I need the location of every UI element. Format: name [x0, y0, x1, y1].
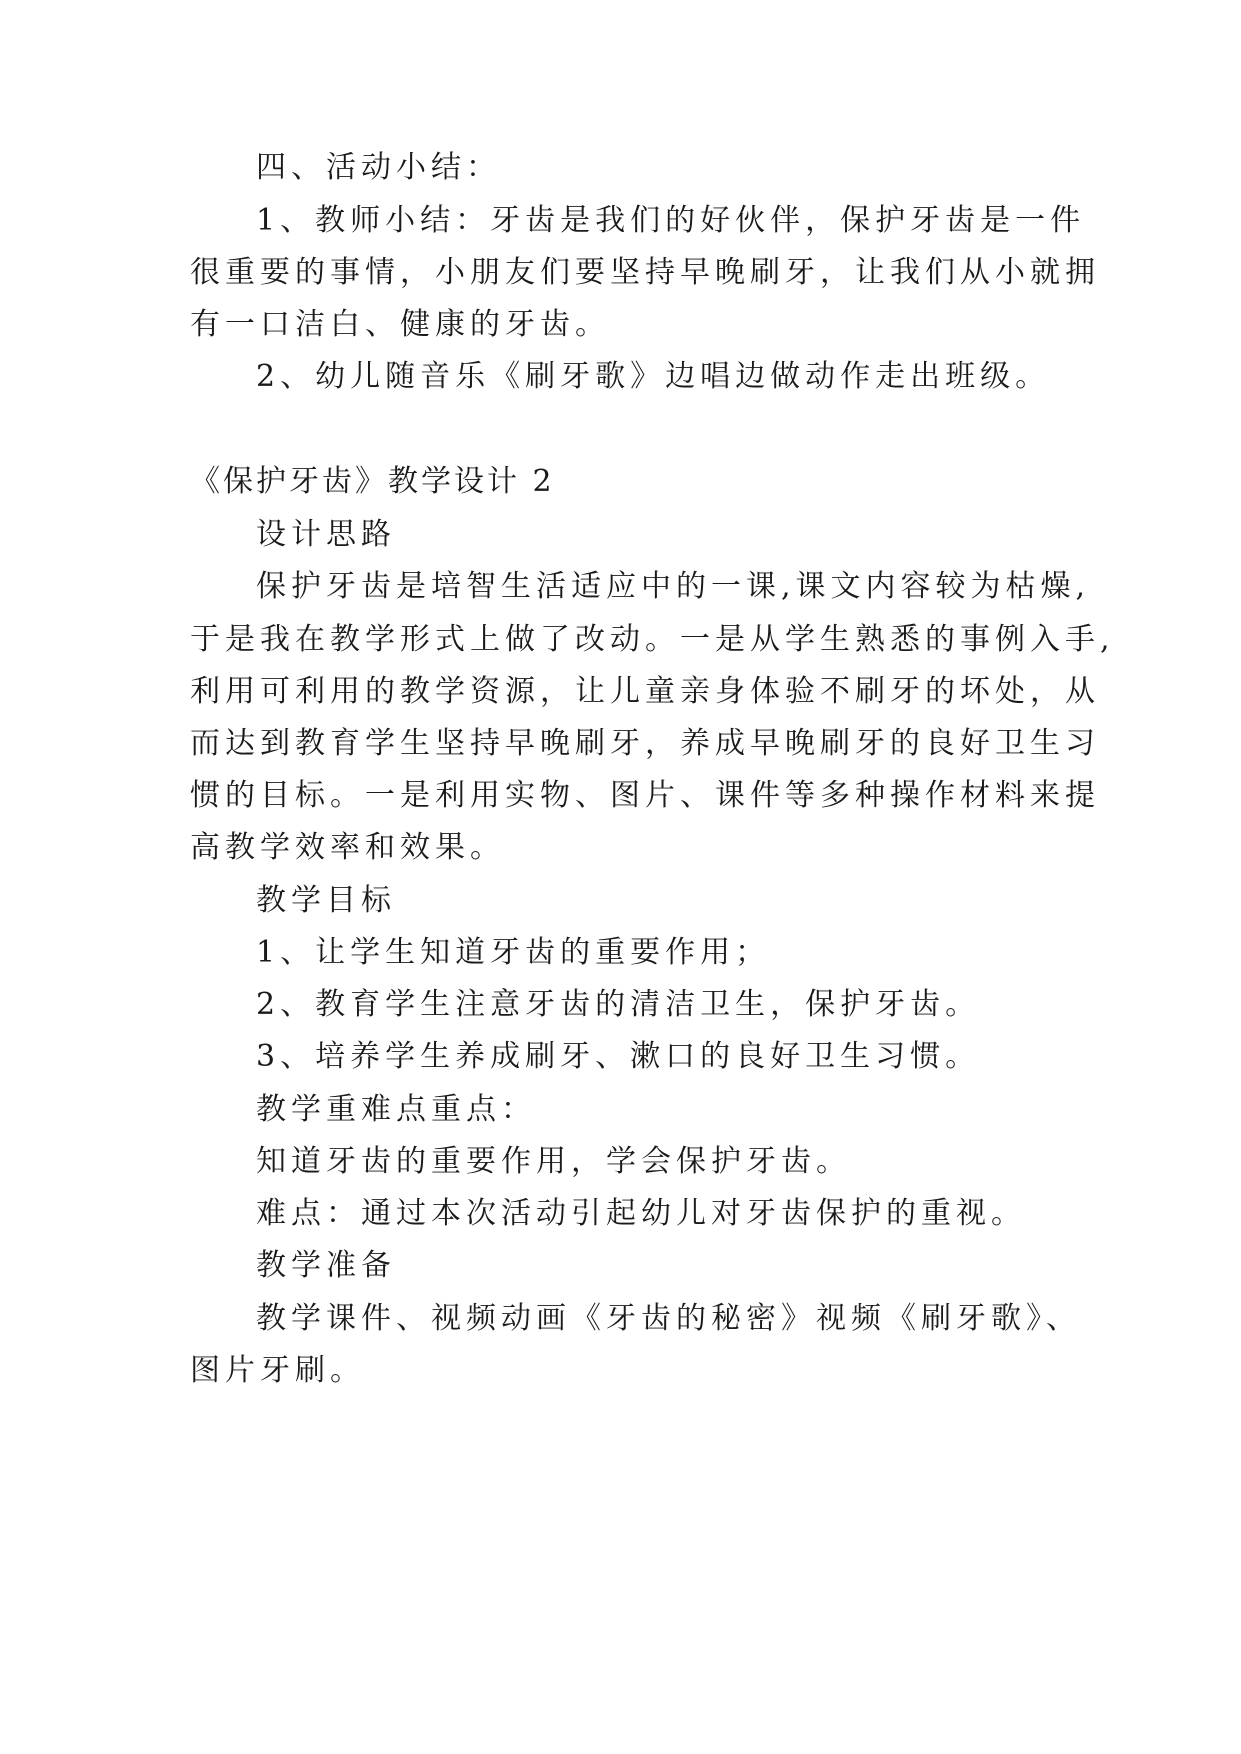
paragraph-line: 保护牙齿是培智生活适应中的一课,课文内容较为枯燥, — [256, 569, 1091, 604]
list-item: 2、教育学生注意牙齿的清洁卫生，保护牙齿。 — [256, 987, 981, 1022]
section-heading-key-points: 教学重难点重点： — [256, 1092, 536, 1127]
paragraph-line: 很重要的事情，小朋友们要坚持早晚刷牙，让我们从小就拥 — [190, 255, 1100, 290]
list-item: 3、培养学生养成刷牙、漱口的良好卫生习惯。 — [256, 1039, 981, 1074]
section-heading-design: 设计思路 — [256, 517, 396, 552]
paragraph-line: 1、教师小结：牙齿是我们的好伙伴，保护牙齿是一件 — [256, 203, 1086, 238]
paragraph-line: 有一口洁白、健康的牙齿。 — [190, 307, 610, 342]
paragraph-line: 利用可利用的教学资源，让儿童亲身体验不刷牙的坏处，从 — [190, 674, 1100, 709]
paragraph-line: 惯的目标。一是利用实物、图片、课件等多种操作材料来提 — [190, 778, 1100, 813]
paragraph-line: 高教学效率和效果。 — [190, 830, 505, 865]
list-item: 1、让学生知道牙齿的重要作用； — [256, 935, 771, 970]
document-title: 《保护牙齿》教学设计 2 — [190, 464, 555, 499]
paragraph-line: 知道牙齿的重要作用，学会保护牙齿。 — [256, 1144, 851, 1179]
paragraph-line: 2、幼儿随音乐《刷牙歌》边唱边做动作走出班级。 — [256, 359, 1051, 394]
section-heading-preparation: 教学准备 — [256, 1248, 396, 1283]
paragraph-line: 教学课件、视频动画《牙齿的秘密》视频《刷牙歌》、 — [256, 1301, 1081, 1336]
paragraph-line: 难点：通过本次活动引起幼儿对牙齿保护的重视。 — [256, 1196, 1026, 1231]
paragraph-line: 而达到教育学生坚持早晚刷牙，养成早晚刷牙的良好卫生习 — [190, 726, 1100, 761]
section-heading-summary: 四、活动小结： — [256, 150, 501, 185]
paragraph-line: 于是我在教学形式上做了改动。一是从学生熟悉的事例入手, — [190, 622, 1115, 657]
section-heading-goals: 教学目标 — [256, 883, 396, 918]
paragraph-line: 图片牙刷。 — [190, 1353, 365, 1388]
